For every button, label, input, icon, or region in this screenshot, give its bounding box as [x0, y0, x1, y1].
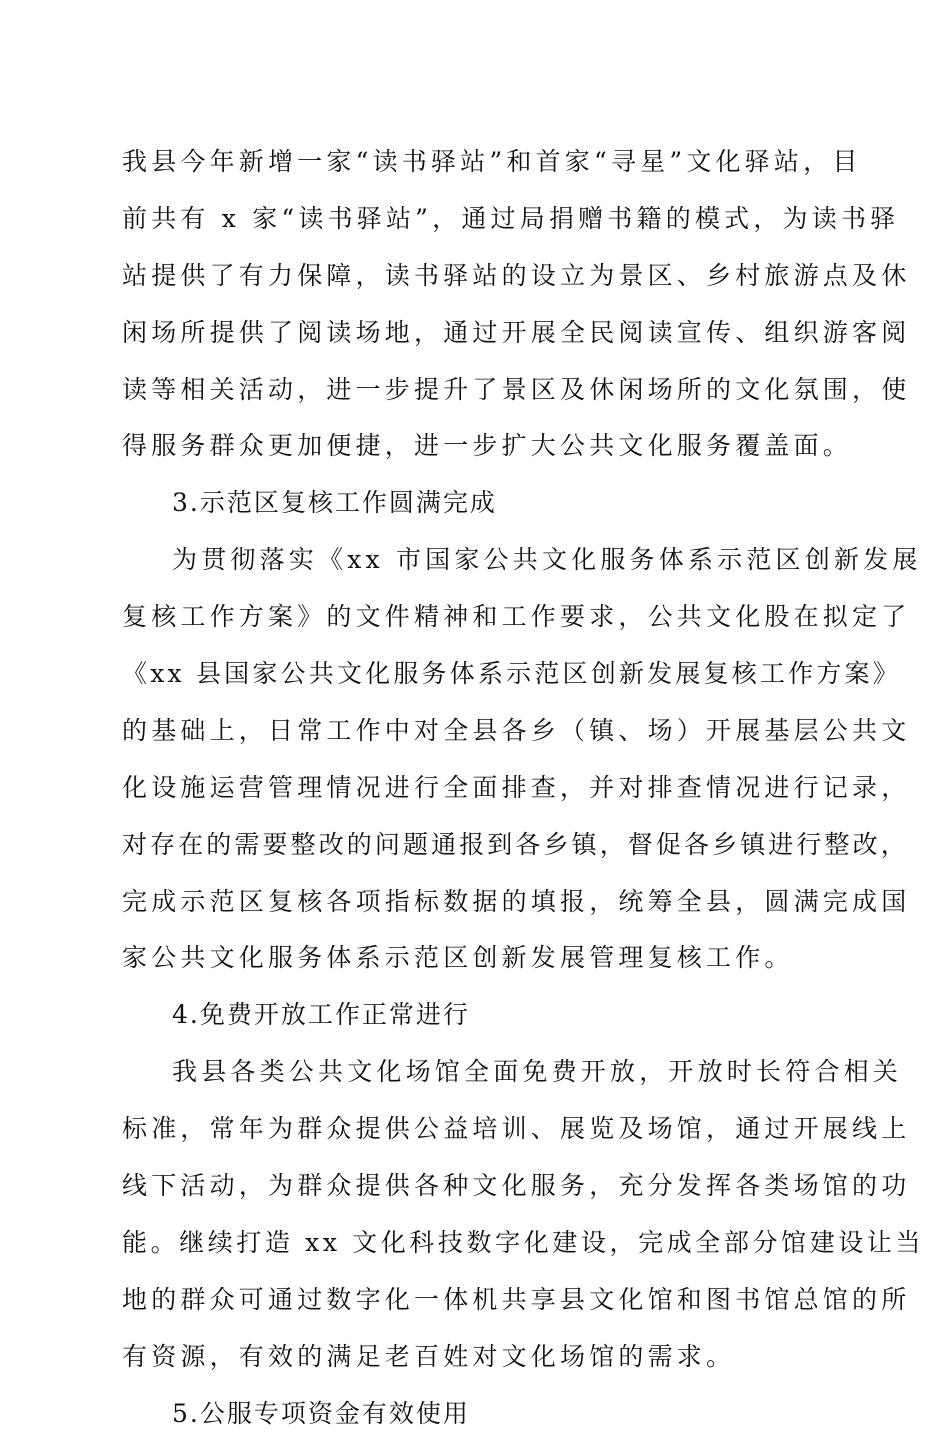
paragraph-line: 家公共文化服务体系示范区创新发展管理复核工作。: [122, 943, 794, 973]
paragraph-line: 闲场所提供了阅读场地，通过开展全民阅读宣传、组织游客阅: [122, 317, 911, 347]
section-heading-3: 3.示范区复核工作圆满完成: [172, 488, 497, 518]
paragraph-line: 的基础上，日常工作中对全县各乡（镇、场）开展基层公共文: [122, 715, 911, 745]
paragraph-line: 复核工作方案》的文件精神和工作要求，公共文化股在拟定了: [122, 602, 911, 632]
paragraph-line: 我县各类公共文化场馆全面免费开放，开放时长符合相关: [172, 1057, 903, 1087]
paragraph-line: 能。继续打造 xx 文化科技数字化建设，完成全部分馆建设让当: [122, 1227, 925, 1257]
paragraph-line: 化设施运营管理情况进行全面排查，并对排查情况进行记录，: [122, 772, 911, 802]
paragraph-free-opening: [122, 1050, 925, 1391]
document-body: [122, 140, 925, 1448]
paragraph-line: 对存在的需要整改的问题通报到各乡镇，督促各乡镇进行整改，: [122, 829, 909, 859]
paragraph-line: 前共有 x 家“读书驿站”，通过局捐赠书籍的模式，为读书驿: [122, 203, 900, 233]
paragraph-line: 完成示范区复核各项指标数据的填报，统筹全县，圆满完成国: [122, 886, 911, 916]
paragraph-line: 读等相关活动，进一步提升了景区及休闲场所的文化氛围，使: [122, 374, 911, 404]
paragraph-line: 《xx 县国家公共文化服务体系示范区创新发展复核工作方案》: [122, 659, 901, 689]
paragraph-line: 有资源，有效的满足老百姓对文化场馆的需求。: [122, 1341, 736, 1371]
paragraph-reading-stations: [122, 140, 911, 481]
section-heading-5: 5.公服专项资金有效使用: [172, 1398, 470, 1428]
paragraph-line: 我县今年新增一家“读书驿站”和首家“寻星”文化驿站，目: [122, 147, 862, 176]
paragraph-line: 线下活动，为群众提供各种文化服务，充分发挥各类场馆的功: [122, 1171, 911, 1201]
paragraph-demonstration-review: [122, 538, 922, 993]
paragraph-line: 地的群众可通过数字化一体机共享县文化馆和图书馆总馆的所: [122, 1284, 911, 1314]
paragraph-line: 站提供了有力保障，读书驿站的设立为景区、乡村旅游点及休: [122, 260, 911, 290]
paragraph-line: 得服务群众更加便捷，进一步扩大公共文化服务覆盖面。: [122, 431, 853, 461]
paragraph-line: 为贯彻落实《xx 市国家公共文化服务体系示范区创新发展: [172, 545, 922, 575]
paragraph-line: 标准，常年为群众提供公益培训、展览及场馆，通过开展线上: [122, 1114, 911, 1144]
section-heading-4: 4.免费开放工作正常进行: [172, 1000, 470, 1030]
